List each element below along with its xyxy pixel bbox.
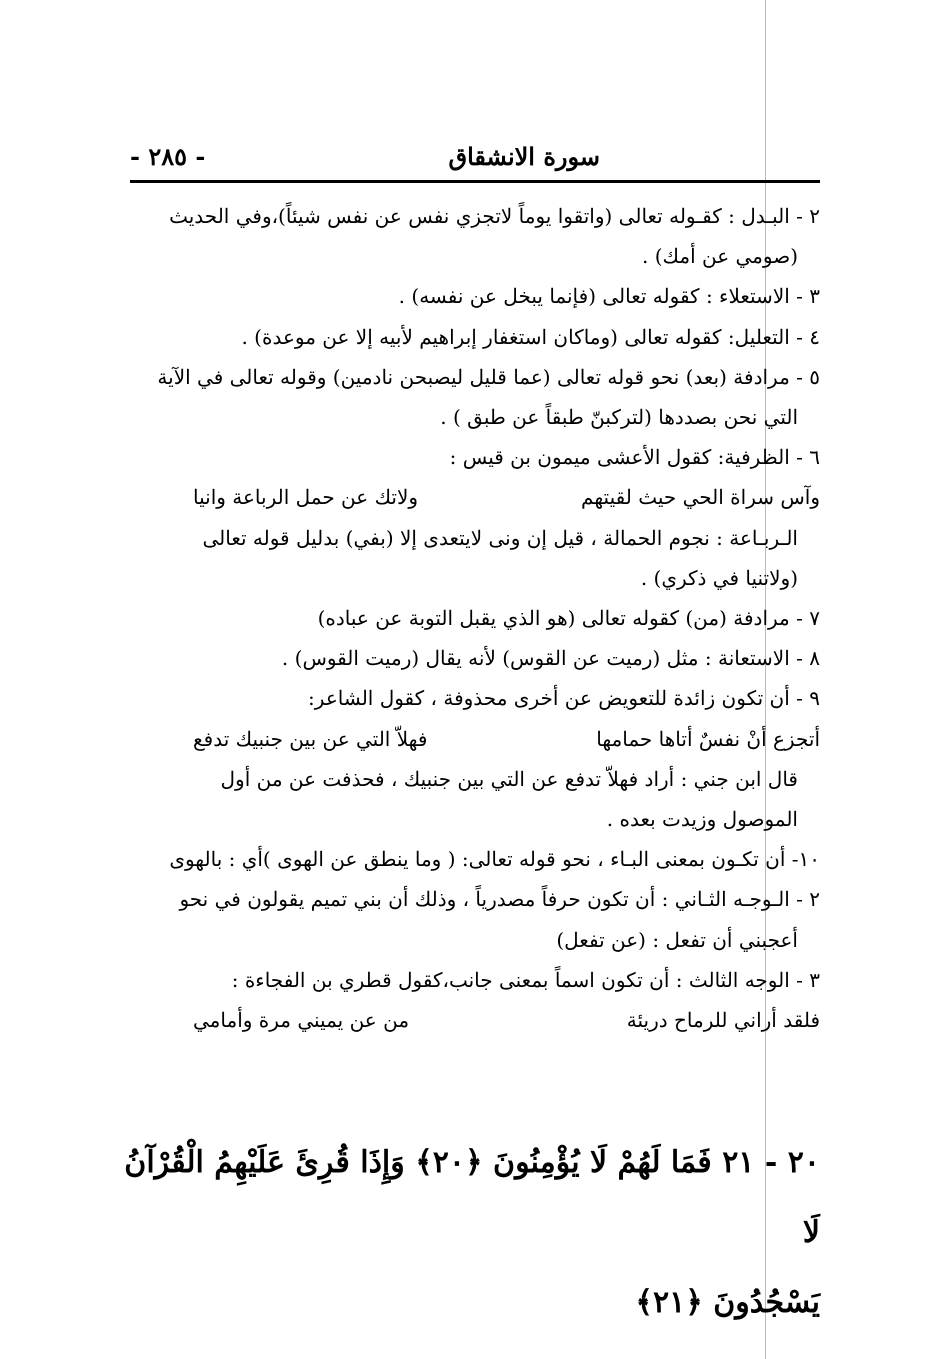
surah-title: سورة الانشقاق: [448, 142, 600, 171]
text-line: ٩ - أن تكون زائدة للتعويض عن أخرى محذوفة ، كقول الشاعر:: [308, 686, 820, 711]
verse-second-hemistich: فهلاّ التي عن بين جنبيك تدفع: [193, 726, 428, 751]
text-line: الـربـاعة : نجوم الحمالة ، قيل إن ونى لايتعدى إلا (بفي) بدليل قوله تعالى: [202, 525, 798, 550]
text-line: ٣ - الاستعلاء : كقوله تعالى (فإنما يبخل عن نفسه) .: [398, 284, 820, 309]
verse-first-hemistich: فلقد أراني للرماح دريئة: [626, 1008, 820, 1033]
poetry-verse: [125, 719, 820, 759]
page-header: [130, 140, 820, 180]
poetry-verse: [125, 477, 820, 517]
text-line: ٣ - الوجه الثالث : أن تكون اسماً بمعنى جانب،كقول قطري بن الفجاءة :: [231, 967, 820, 992]
text-line: ٨ - الاستعانة : مثل (رميت عن القوس) لأنه يقال (رميت القوس) .: [281, 646, 820, 671]
text-line: ٥ - مرادفة (بعد) نحو قوله تعالى (عما قليل ليصبحن نادمين) وقوله تعالى في الآية: [157, 364, 820, 389]
text-line: ٢ - الـوجـه الثـاني : أن تكون حرفاً مصدرياً ، وذلك أن بني تميم يقولون في نحو: [179, 887, 820, 912]
page-number: - ٢٨٥ -: [130, 142, 206, 171]
text-line: ٢ - البـدل : كقـوله تعالى (واتقوا يوماً لاتجزي نفس عن نفس شيئاً)،وفي الحديث: [169, 204, 820, 228]
quran-line: ٢٠ - ٢١ فَمَا لَهُمْ لَا يُؤْمِنُونَ ﴿٢٠﴾ وَإِذَا قُرِئَ عَلَيْهِمُ الْقُرْآنُ لَا: [124, 1145, 820, 1250]
text-line: ٧ - مرادفة (من) كقوله تعالى (هو الذي يقبل التوبة عن عباده): [317, 606, 820, 631]
verse-second-hemistich: من عن يميني مرة وأمامي: [193, 1008, 410, 1033]
verse-first-hemistich: أتجزع أنْ نفسٌ أتاها حمامها: [596, 726, 820, 751]
text-line: (صومي عن أمك) .: [641, 244, 798, 269]
text-line: ١٠- أن تكـون بمعنى البـاء ، نحو قوله تعالى: ( وما ينطق عن الهوى )أي : بالهوى: [169, 847, 820, 872]
text-line: التي نحن بصددها (لتركبنّ طبقاً عن طبق ) .: [440, 405, 798, 430]
text-line: (ولاتنيا في ذكري) .: [640, 565, 798, 590]
text-line: ٤ - التعليل: كقوله تعالى (وماكان استغفار إبراهيم لأبيه إلا عن موعدة) .: [241, 324, 820, 349]
header-rule: [130, 180, 820, 183]
poetry-verse: [125, 1000, 820, 1040]
quran-line: يَسْجُدُونَ ﴿٢١﴾: [635, 1285, 820, 1320]
verse-first-hemistich: وآس سراة الحي حيث لقيتهم: [581, 485, 820, 510]
text-line: قال ابن جني : أراد فهلاّ تدفع عن التي بين جنبيك ، فحذفت عن من أول: [220, 766, 798, 791]
verse-second-hemistich: ولاتك عن حمل الرباعة وانيا: [193, 485, 419, 510]
quran-verses: [120, 1128, 820, 1338]
text-line: الموصول وزيدت بعده .: [606, 807, 798, 832]
text-line: ٦ - الظرفية: كقول الأعشى ميمون بن قيس :: [449, 445, 820, 470]
text-line: أعجبني أن تفعل : (عن تفعل): [556, 927, 798, 952]
commentary-text: [125, 196, 820, 1040]
